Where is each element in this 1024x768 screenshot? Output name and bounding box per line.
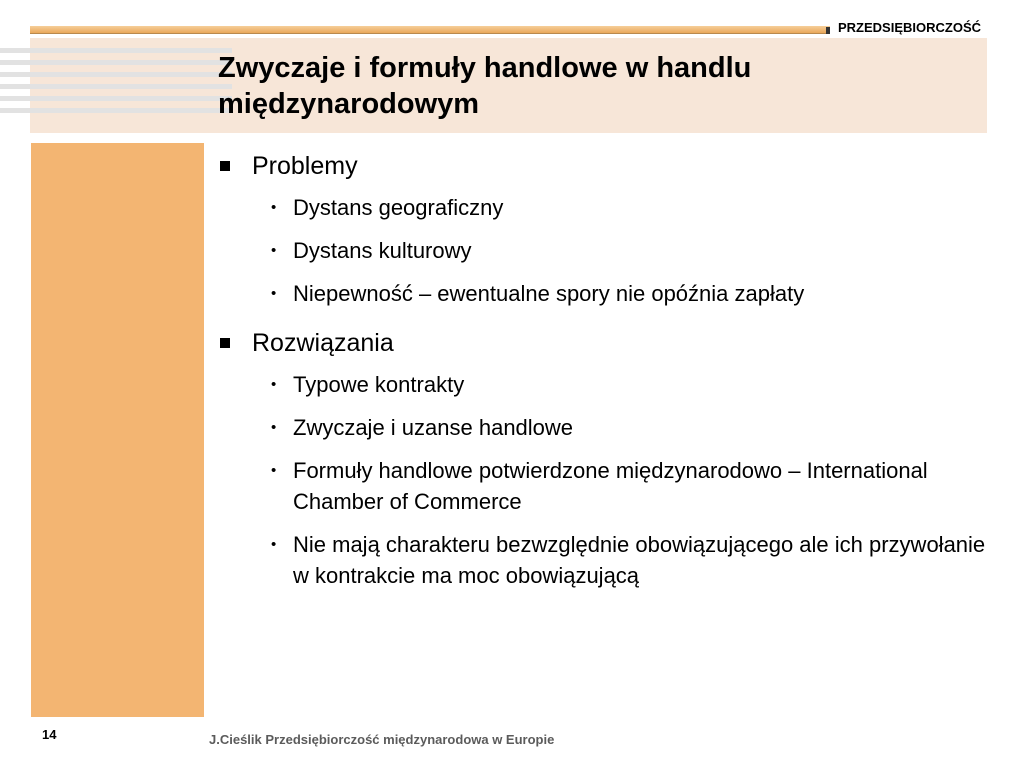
dot-bullet-icon: • (271, 419, 277, 436)
list-item-text: Formuły handlowe potwierdzone międzynarodowo – International Chamber of Commerce (293, 458, 928, 514)
dot-bullet-icon: • (271, 376, 277, 393)
stripe (0, 96, 232, 101)
section-heading (218, 327, 988, 359)
list-item (218, 529, 988, 591)
brand-label: PRZEDSIĘBIORCZOŚĆ (838, 20, 982, 35)
title-line-1: Zwyczaje i formuły handlowe w handlu (218, 52, 752, 84)
dot-bullet-icon: • (271, 199, 277, 216)
list-item-text: Typowe kontrakty (293, 372, 465, 397)
list-item-text: Niepewność – ewentualne spory nie opóźnia zapłaty (293, 281, 805, 306)
dot-bullet-icon: • (271, 536, 277, 553)
list-item (218, 412, 988, 443)
stripe (0, 72, 232, 77)
side-panel (31, 143, 204, 717)
section-items (218, 369, 988, 591)
page-number: 14 (42, 727, 57, 742)
stripe (0, 84, 232, 89)
slide-title (218, 50, 958, 122)
title-line-2: międzynarodowym (218, 88, 480, 120)
footer-text: J.Cieślik Przedsiębiorczość międzynarodowa w Europie (209, 732, 555, 747)
dot-bullet-icon: • (271, 242, 277, 259)
section-heading-label: Problemy (252, 151, 358, 180)
section-items (218, 192, 988, 309)
square-bullet-icon (220, 338, 230, 348)
list-item (218, 278, 988, 309)
list-item-text: Dystans kulturowy (293, 238, 472, 263)
list-item (218, 235, 988, 266)
decorative-stripes (0, 48, 232, 120)
section-rozwiazania (218, 327, 988, 591)
header-rule-end (826, 27, 830, 34)
square-bullet-icon (220, 161, 230, 171)
dot-bullet-icon: • (271, 462, 277, 479)
stripe (0, 108, 232, 113)
list-item (218, 192, 988, 223)
section-problemy (218, 150, 988, 309)
list-item-text: Dystans geograficzny (293, 195, 504, 220)
list-item-text: Zwyczaje i uzanse handlowe (293, 415, 574, 440)
slide-content (218, 150, 988, 603)
section-heading (218, 150, 988, 182)
stripe (0, 60, 232, 65)
section-heading-label: Rozwiązania (252, 328, 394, 357)
list-item (218, 369, 988, 400)
list-item-text: Nie mają charakteru bezwzględnie obowiązującego ale ich przywołanie w kontrakcie ma moc obowiązującą (293, 532, 986, 588)
header-rule (30, 26, 830, 34)
stripe (0, 48, 232, 53)
dot-bullet-icon: • (271, 285, 277, 302)
list-item (218, 455, 988, 517)
